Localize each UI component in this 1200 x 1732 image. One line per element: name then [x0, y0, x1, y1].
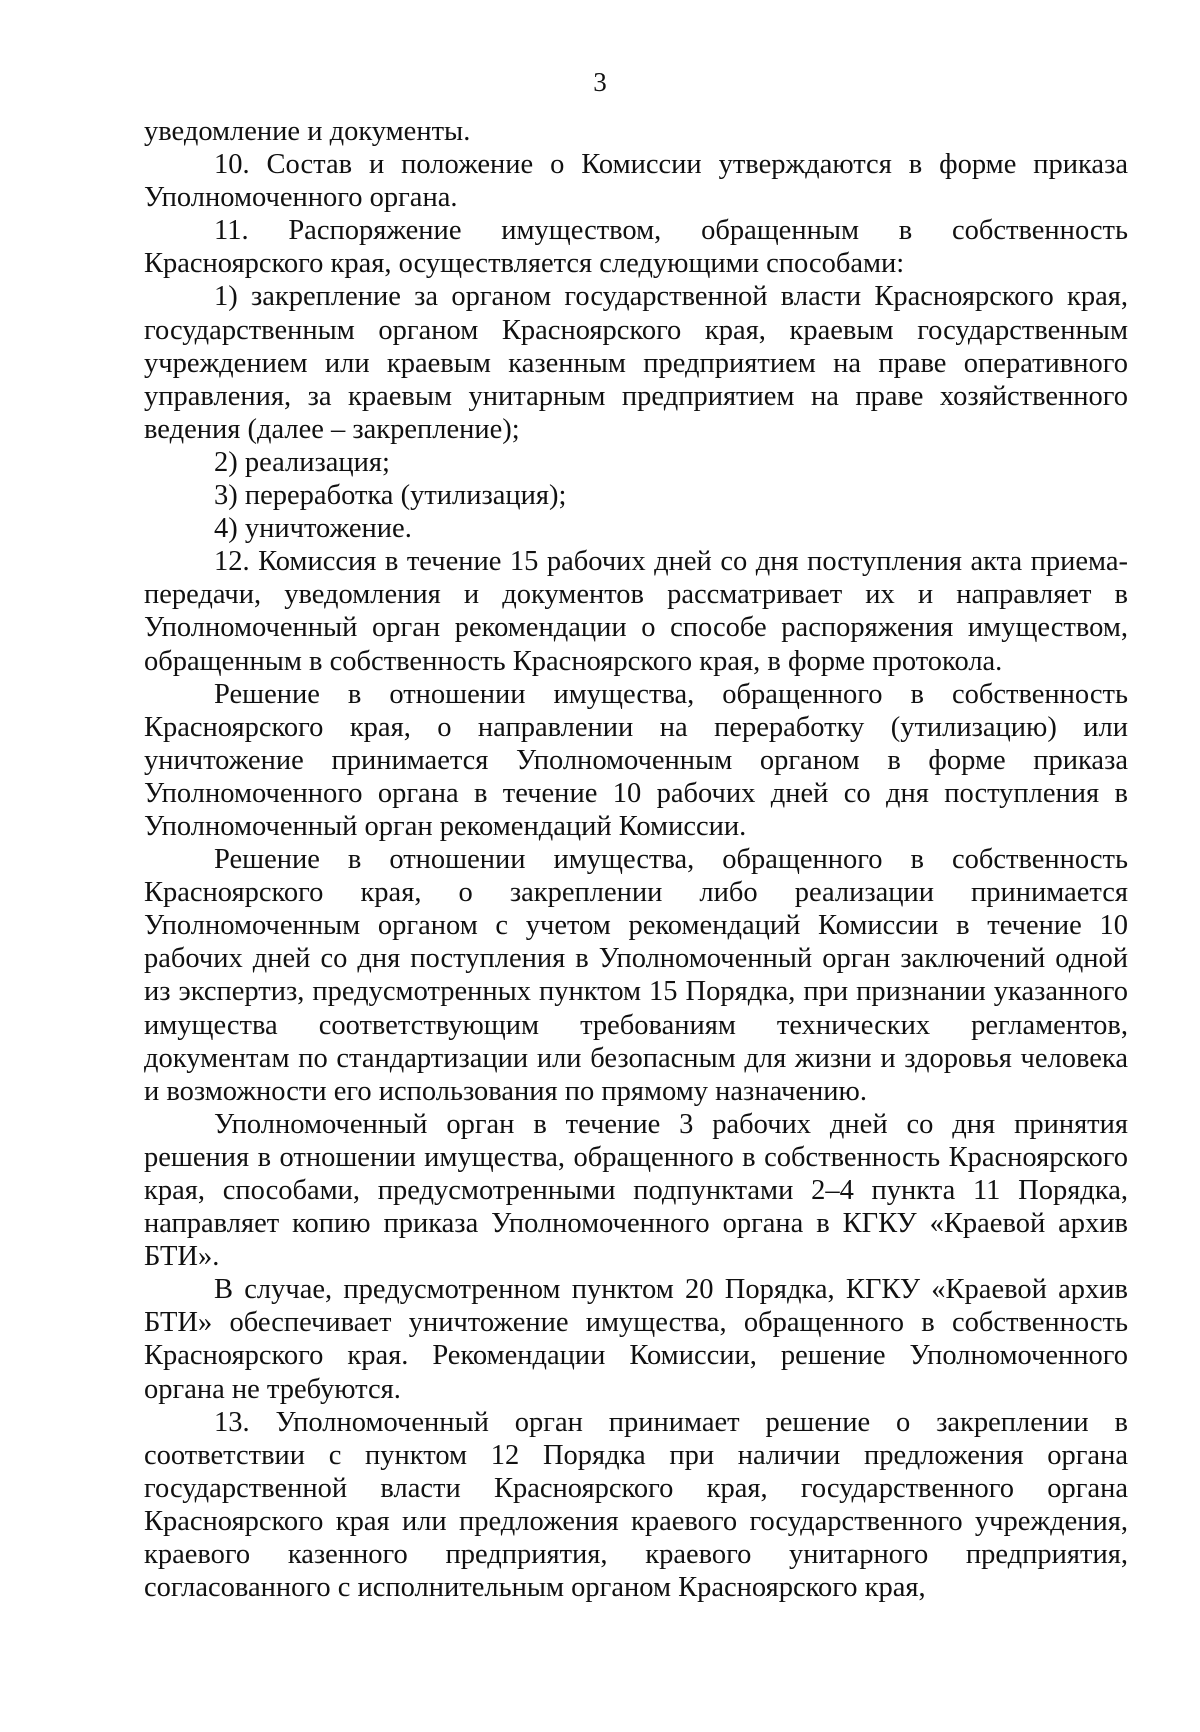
subitem-2: 2) реализация; — [214, 446, 390, 478]
paragraph-item-12: 12. Комиссия в течение 15 рабочих дней со дня поступления акта приема-передачи, уведомления и документов рассматривает их и направляет в Уполномоченный орган рекомендации о способе распоряжения имуществом, обращенным в собственность Красноярского края, в форме протокола. — [144, 546, 1128, 677]
subitem-1: 1) закрепление за органом государственной власти Красноярского края, государственным органом Красноярского края, краевым государственным учреждением или краевым казенным предприятием на праве оперативного управления, за краевым унитарным предприятием на праве хозяйственного ведения (далее – закрепление); — [144, 281, 1128, 445]
paragraph-continuation: уведомление и документы. — [144, 116, 471, 147]
paragraph-order-copy: Уполномоченный орган в течение 3 рабочих дней со дня принятия решения в отношении имущества, обращенного в собственность Красноярского края, способами, предусмотренными подпунктами 2–4 пункта 11 Порядка, направляет копию приказа Уполномоченного органа в КГКУ «Краевой архив БТИ». — [144, 1108, 1128, 1273]
paragraph-decision-recycling: Решение в отношении имущества, обращенного в собственность Красноярского края, о направлении на переработку (утилизацию) или уничтожение принимается Уполномоченным органом в форме приказа Уполномоченного органа в течение 10 рабочих дней со дня поступления в Уполномоченный орган рекомендаций Комиссии. — [144, 678, 1128, 842]
page-number: 3 — [593, 67, 607, 97]
document-body — [144, 115, 1128, 1604]
paragraph-item-10: 10. Состав и положение о Комиссии утверждаются в форме приказа Уполномоченного органа. — [144, 149, 1128, 214]
paragraph-decision-assignment: Решение в отношении имущества, обращенного в собственность Красноярского края, о закреплении либо реализации принимается Уполномоченным органом с учетом рекомендаций Комиссии в течение 10 рабочих дней со дня поступления в Уполномоченный орган заключений одной из экспертиз, предусмотренных пунктом 15 Порядка, при признании указанного имущества соответствующим требованиям технических регламентов, документам по стандартизации или безопасным для жизни и здоровья человека и возможности его использования по прямому назначению. — [144, 844, 1128, 1107]
paragraph-item-11: 11. Распоряжение имуществом, обращенным в собственность Красноярского края, осуществляется следующими способами: — [144, 215, 1128, 280]
paragraph-destruction-case: В случае, предусмотренном пунктом 20 Порядка, КГКУ «Краевой архив БТИ» обеспечивает уничтожение имущества, обращенного в собственность Красноярского края. Рекомендации Комиссии, решение Уполномоченного органа не требуются. — [144, 1274, 1128, 1405]
paragraph-item-13: 13. Уполномоченный орган принимает решение о закреплении в соответствии с пунктом 12 Порядка при наличии предложения органа государственной власти Красноярского края, государственного органа Красноярского края или предложения краевого государственного учреждения, краевого казенного предприятия, краевого унитарного предприятия, согласованного с исполнительным органом Красноярского края, — [144, 1406, 1128, 1604]
subitem-4: 4) уничтожение. — [214, 513, 412, 545]
subitem-3: 3) переработка (утилизация); — [214, 480, 567, 512]
